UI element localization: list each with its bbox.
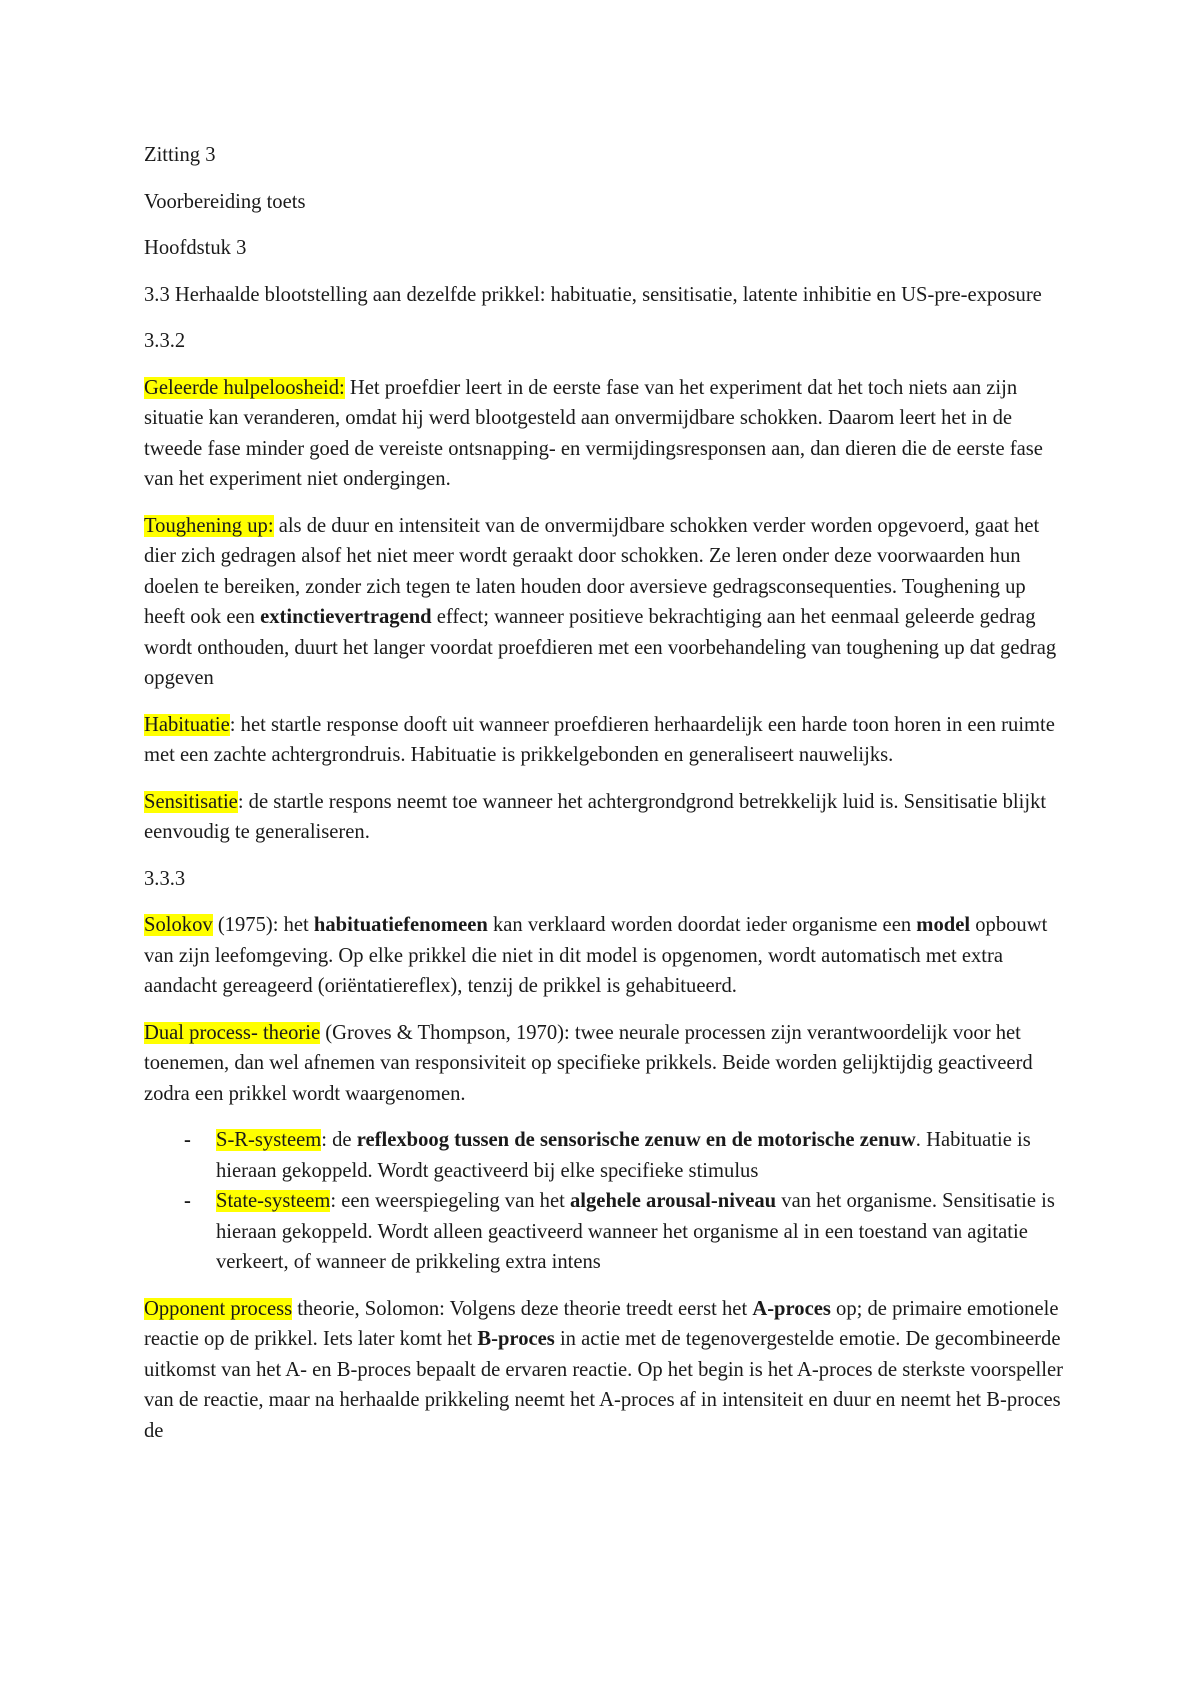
list-text: van het organisme. Sensitisatie is hieraan gekoppeld. Wordt alleen geactiveerd wanneer het organisme al in een toestand van agitatie verkeert, of wanneer de prikkeling extra intens [216, 1190, 1055, 1273]
highlighted-term: Opponent process [144, 1297, 293, 1320]
heading-voorbereiding: Voorbereiding toets [144, 190, 306, 213]
paragraph-text: op; de primaire emotionele reactie op de prikkel. Iets later komt het [144, 1297, 1059, 1350]
bold-term: model [916, 914, 971, 936]
highlighted-term: S-R-systeem [216, 1129, 322, 1151]
paragraph-text: (1975): het [212, 914, 314, 936]
document-page [144, 140, 1066, 1462]
list-text: : een weerspiegeling van het [330, 1190, 570, 1212]
highlighted-term: Solokov [144, 914, 213, 936]
heading-zitting: Zitting 3 [144, 144, 216, 166]
highlighted-term: Sensitisatie [144, 790, 238, 813]
paragraph-text: kan verklaard worden doordat ieder organisme een [487, 914, 917, 936]
highlighted-term: Geleerde hulpeloosheid: [144, 376, 345, 399]
list-item-sr-systeem [144, 1125, 1066, 1186]
paragraph-text: : het startle response dooft uit wanneer proefdieren herhaardelijk een harde toon horen in een ruimte met een zachte achtergrondruis. Habituatie is prikkelgebonden en generaliseert nauwelijks. [144, 713, 1055, 766]
highlighted-term: Toughening up: [144, 514, 274, 537]
paragraph-text: in actie met de tegenovergestelde emotie. De gecombineerde uitkomst van het A- en B-proces bepaalt de ervaren reactie. Op het begin is het A-proces de sterkste voorspeller van de reactie, maar na herhaalde prikkeling neemt het A-proces af in intensiteit en duur en neemt het B-proces de [144, 1328, 1063, 1442]
paragraph-text: theorie, Solomon: Volgens deze theorie treedt eerst het [292, 1297, 753, 1320]
highlighted-term: Dual process- theorie [144, 1021, 321, 1044]
paragraph-sensitisatie [144, 787, 1066, 848]
heading-hoofdstuk: Hoofdstuk 3 [144, 237, 247, 259]
bold-term: extinctievertragend [260, 606, 432, 628]
heading-section-3-3-2: 3.3.2 [144, 330, 186, 352]
paragraph-text: (Groves & Thompson, 1970): twee neurale processen zijn verantwoordelijk voor het toenemen, dan wel afnemen van responsiviteit op specifieke prikkels. Beide worden gelijktijdig geactiveerd zodra een prikkel wordt waargenomen. [144, 1021, 1033, 1105]
bold-term: algehele arousal-niveau [569, 1190, 777, 1212]
heading-section-3-3-3: 3.3.3 [144, 867, 186, 890]
paragraph-habituatie [144, 710, 1066, 771]
highlighted-term: Habituatie [144, 713, 230, 736]
paragraph-text: effect; wanneer positieve bekrachtiging aan het eenmaal geleerde gedrag wordt onthouden, duurt het langer voordat proefdieren met een voorbehandeling van toughening up dat gedrag opgeven [144, 606, 1057, 689]
highlighted-term: State-systeem [216, 1190, 331, 1212]
paragraph-geleerde-hulpeloosheid [144, 373, 1066, 495]
bold-term: habituatiefenomeen [313, 914, 488, 936]
dash-bullet: - [184, 1190, 191, 1212]
bold-term: A-proces [752, 1297, 831, 1320]
dash-list [144, 1125, 1066, 1278]
paragraph-solokov [144, 910, 1066, 1002]
paragraph-toughening-up [144, 511, 1066, 694]
list-text: . Habituatie is hieraan gekoppeld. Wordt geactiveerd bij elke specifieke stimulus [216, 1129, 1031, 1182]
paragraph-text: Het proefdier leert in de eerste fase van het experiment dat het toch niets aan zijn situatie kan veranderen, omdat hij werd blootgesteld aan onvermijdbare schokken. Daarom leert het in de tweede fase minder goed de vereiste ontsnapping- en vermijdingsresponsen aan, dan dieren die de eerste fase van het experiment niet ondergingen. [144, 376, 1043, 490]
list-text: : de [321, 1129, 357, 1151]
paragraph-opponent-process [144, 1294, 1066, 1447]
bold-term: B-proces [477, 1328, 555, 1350]
paragraph-text: als de duur en intensiteit van de onvermijdbare schokken verder worden opgevoerd, gaat het dier zich gedragen alsof het niet meer wordt geraakt door schokken. Ze leren onder deze voorwaarden hun doelen te bereiken, zonder zich tegen te laten houden door aversieve gedragsconsequenties. Toughening up heeft ook een [144, 514, 1040, 628]
bold-term: reflexboog tussen de sensorische zenuw en de motorische zenuw [356, 1129, 916, 1151]
paragraph-dual-process [144, 1018, 1066, 1110]
heading-section-3-3: 3.3 Herhaalde blootstelling aan dezelfde prikkel: habituatie, sensitisatie, latente inhibitie en US-pre-exposure [144, 283, 1042, 306]
list-item-state-systeem [144, 1186, 1066, 1278]
dash-bullet: - [184, 1129, 191, 1151]
paragraph-text: opbouwt van zijn leefomgeving. Op elke prikkel die niet in dit model is opgenomen, wordt automatisch met extra aandacht gereageerd (oriëntatiereflex), tenzij de prikkel is gehabitueerd. [144, 914, 1048, 997]
paragraph-text: : de startle respons neemt toe wanneer het achtergrondgrond betrekkelijk luid is. Sensitisatie blijkt eenvoudig te generaliseren. [144, 790, 1047, 843]
